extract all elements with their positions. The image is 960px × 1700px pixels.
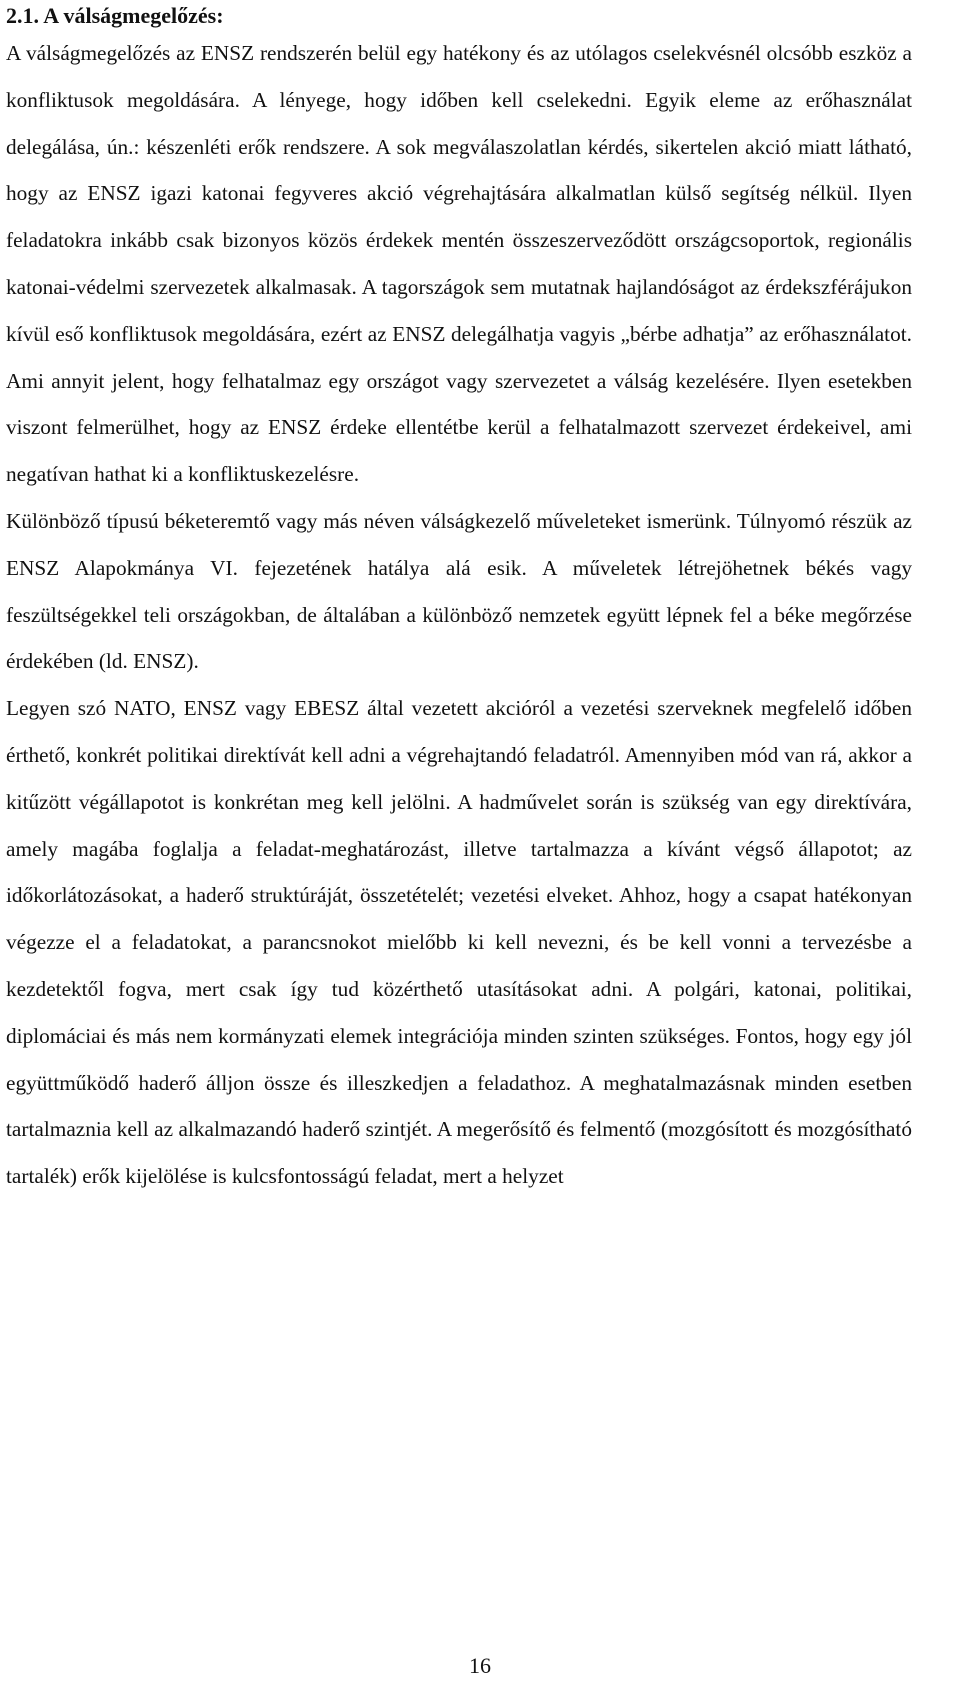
document-page xyxy=(6,0,912,1200)
page-number: 16 xyxy=(469,1653,491,1678)
section-heading: 2.1. A válságmegelőzés: xyxy=(6,3,224,28)
paragraph-crisis-prevention: A válságmegelőzés az ENSZ rendszerén belül egy hatékony és az utólagos cselekvésnél olcsóbb eszköz a konfliktusok megoldására. A lényege, hogy időben kell cselekedni. Egyik eleme az erőhasználat delegálása, ún.: készenléti erők rendszere. A sok megválaszolatlan kérdés, sikertelen akció miatt látható, hogy az ENSZ igazi katonai fegyveres akció végrehajtására alkalmatlan külső segítség nélkül. Ilyen feladatokra inkább csak bizonyos közös érdekek mentén összeszerveződött országcsoportok, regionális katonai-védelmi szervezetek alkalmasak. A tagországok sem mutatnak hajlandóságot az érdekszférájukon kívül eső konfliktusok megoldására, ezért az ENSZ delegálhatja vagyis „bérbe adhatja” az erőhasználatot. Ami annyit jelent, hogy felhatalmaz egy országot vagy szervezetet a válság kezelésére. Ilyen esetekben viszont felmerülhet, hogy az ENSZ érdeke ellentétbe kerül a felhatalmazott szervezet érdekeivel, ami negatívan hathat ki a konfliktuskezelésre. xyxy=(6,41,912,487)
body-text xyxy=(6,30,912,1200)
paragraph-operation-types: Különböző típusú béketeremtő vagy más néven válságkezelő műveleteket ismerünk. Túlnyomó részük az ENSZ Alapokmánya VI. fejezetének hatálya alá esik. A műveletek létrejöhetnek békés vagy feszültségekkel teli országokban, de általában a különböző nemzetek együtt lépnek fel a béke megőrzése érdekében (ld. ENSZ). xyxy=(6,508,912,674)
paragraph-directives: Legyen szó NATO, ENSZ vagy EBESZ által vezetett akcióról a vezetési szerveknek megfelelő időben érthető, konkrét politikai direktívát kell adni a végrehajtandó feladatról. Amennyiben mód van rá, akkor a kitűzött végállapotot is konkrétan meg kell jelölni. A hadművelet során is szükség van egy direktívára, amely magába foglalja a feladat-meghatározást, illetve tartalmazza a kívánt végső állapotot; az időkorlátozásokat, a haderő struktúráját, összetételét; vezetési elveket. Ahhoz, hogy a csapat hatékonyan végezze el a feladatokat, a parancsnokot mielőbb ki kell nevezni, és be kell vonni a tervezésbe a kezdetektől fogva, mert csak így tud közérthető utasításokat adni. A polgári, katonai, politikai, diplomáciai és más nem kormányzati elemek integrációja minden szinten szükséges. Fontos, hogy egy jól együttműködő haderő álljon össze és illeszkedjen a feladathoz. A meghatalmazásnak minden esetben tartalmaznia kell az alkalmazandó haderő szintjét. A megerősítő és felmentő (mozgósított és mozgósítható tartalék) erők kijelölése is kulcsfontosságú feladat, mert a helyzet xyxy=(6,696,912,1189)
